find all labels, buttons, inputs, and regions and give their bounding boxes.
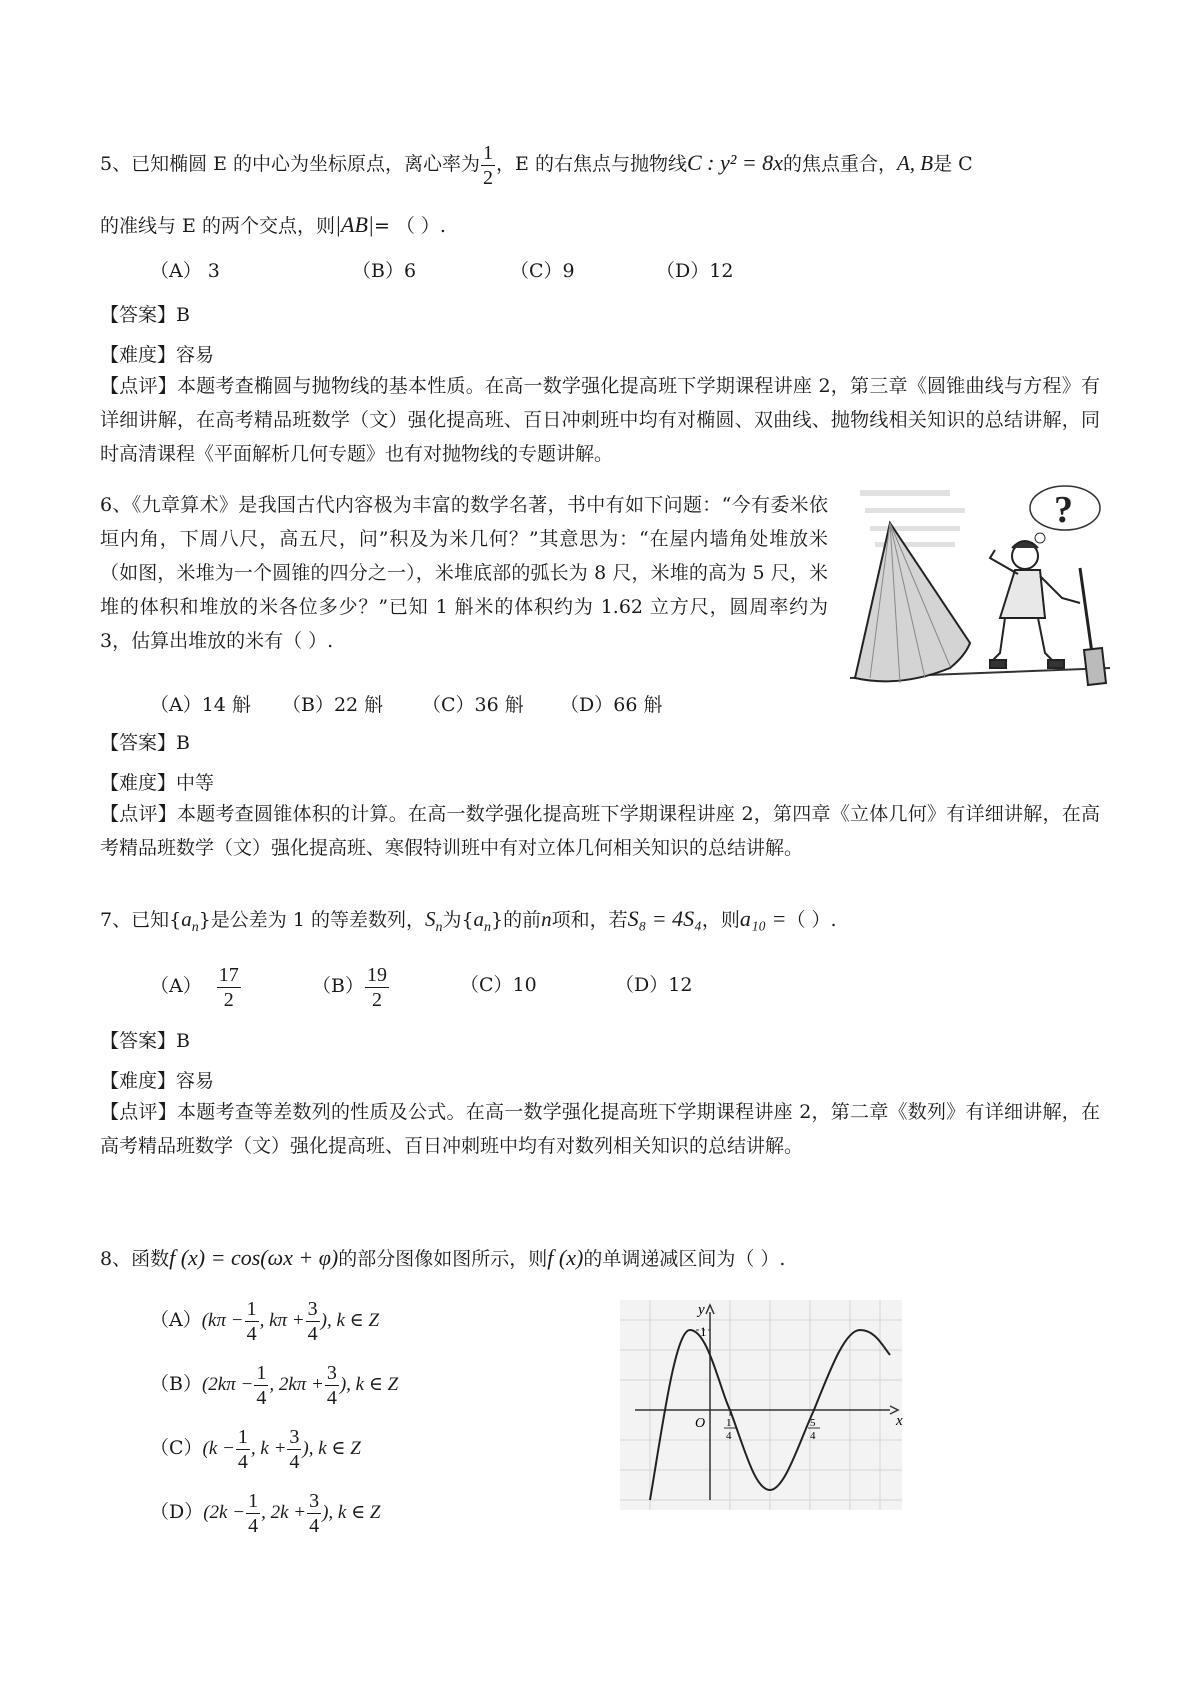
q6-option-a: （A）14 斛 xyxy=(150,694,251,716)
tick-five-quarter-den: 4 xyxy=(810,1430,816,1442)
q5-line1 xyxy=(100,138,973,188)
q5-text-pre: 5、已知椭圆 E 的中心为坐标原点，离心率为 xyxy=(100,153,481,175)
q5-line2 xyxy=(100,208,446,243)
y-axis-label: y xyxy=(698,1302,705,1318)
q8-function: f (x) = cos(ωx + φ) xyxy=(169,1245,339,1270)
q7-option-a: （A） $\frac{17}{2}$ xyxy=(150,963,239,1011)
q5-line2-pre: 的准线与 E 的两个交点，则 xyxy=(100,215,335,237)
q7-difficulty: 【难度】容易 xyxy=(100,1070,215,1092)
q7-answer: 【答案】B xyxy=(100,1030,190,1052)
q6-option-d: （D）66 斛 xyxy=(560,694,663,716)
q5-line2-post: = （ ）. xyxy=(373,215,446,237)
q8-option-c: （C）(k − $\frac{1}{4}$ , k + $\frac{3}{4}$ ), k ∈ Z xyxy=(150,1425,361,1473)
q8-stem: 8、函数f (x) = cos(ωx + φ)的部分图像如图所示，则f (x)的单调递减区间为（ ）. xyxy=(100,1245,786,1270)
q7-option-d: （D）12 xyxy=(615,974,693,996)
q5-text-post: 是 C xyxy=(933,153,973,175)
q5-difficulty: 【难度】容易 xyxy=(100,344,215,366)
q8-option-b: （B）(2kπ − $\frac{1}{4}$ , 2kπ + $\frac{3}{4}$ ), k ∈ Z xyxy=(150,1361,399,1409)
q5-parabola: C : y² = 8x xyxy=(686,150,783,175)
x-axis-label: x xyxy=(896,1413,903,1429)
q7-stem: 7、已知$\{a_n\}$是公差为 1 的等差数列，$S_n$为$\{a_n\}$的前n项和，若S₈ = 4S₄，则a₁₀ =（ ）. xyxy=(100,906,837,935)
q5-text-mid: ，E 的右焦点与抛物线 xyxy=(496,153,687,175)
tick-quarter-den: 4 xyxy=(726,1430,732,1442)
q6-option-b: （B）22 斛 xyxy=(282,694,384,716)
q5-answer: 【答案】B xyxy=(100,304,190,326)
q5-option-b: （B）6 xyxy=(352,260,417,282)
q7-target: a₁₀ = xyxy=(739,906,787,931)
q6-option-c: （C）36 斛 xyxy=(422,694,524,716)
tick-quarter-num: 1 xyxy=(726,1417,732,1429)
graph-background xyxy=(620,1300,902,1510)
q7-option-b: （B） $\frac{19}{2}$ xyxy=(312,963,387,1011)
q5-option-c: （C）9 xyxy=(510,260,575,282)
q5-comment: 【点评】本题考查椭圆与抛物线的基本性质。在高一数学强化提高班下学期课程讲座 2，第三章《圆锥曲线与方程》有详细讲解，在高考精品班数学（文）强化提高班、百日冲刺班中均有对椭圆、双曲线、抛物线相关知识的总结讲解，同时高清课程《平面解析几何专题》也有对抛物线的专题讲解。 xyxy=(100,375,1100,465)
q7-option-c: （C）10 xyxy=(460,974,537,996)
q5-abs-ab: |AB| xyxy=(334,212,374,237)
q6-comment: 【点评】本题考查圆锥体积的计算。在高一数学强化提高班下学期课程讲座 2，第四章《立体几何》有详细讲解，在高考精品班数学（文）强化提高班、寒假特训班中有对立体几何相关知识的总结讲解。 xyxy=(100,803,1100,859)
q5-eccentricity-fraction: $\frac{1}{2}$ xyxy=(483,141,494,189)
q5-option-d: （D）12 xyxy=(656,260,734,282)
q5-points: A, B xyxy=(896,151,934,175)
q7-condition: S₈ = 4S₄ xyxy=(627,906,702,931)
q6-difficulty: 【难度】中等 xyxy=(100,772,215,794)
q8-option-d: （D）(2k − $\frac{1}{4}$ , 2k + $\frac{3}{4}$ ), k ∈ Z xyxy=(150,1489,381,1537)
tick-five-quarter-num: 5 xyxy=(810,1417,816,1429)
question-mark: ? xyxy=(1054,489,1073,531)
q8-option-a: （A）(kπ − $\frac{1}{4}$ , kπ + $\frac{3}{4}$ ), k ∈ Z xyxy=(150,1297,380,1345)
q5-option-a: （A） 3 xyxy=(150,260,220,282)
y-tick-1: 1 xyxy=(700,1324,707,1339)
q6-answer: 【答案】B xyxy=(100,732,190,754)
q6-illustration xyxy=(840,478,1120,693)
q7-comment: 【点评】本题考查等差数列的性质及公式。在高一数学强化提高班下学期课程讲座 2，第二章《数列》有详细讲解，在高考精品班数学（文）强化提高班、百日冲刺班中均有对数列相关知识的总结讲解。 xyxy=(100,1101,1100,1157)
shovel-blade xyxy=(1084,648,1106,685)
q6-text: 6、《九章算术》是我国古代内容极为丰富的数学名著，书中有如下问题：“今有委米依垣内角，下周八尺，高五尺，问”积及为米几何？”其意思为：“在屋内墙角处堆放米（如图，米堆为一个圆锥的四分之一），米堆底部的弧长为 8 尺，米堆的高为 5 尺，米堆的体积和堆放的米各位多少？”已知 1 斛米的体积约为 1.62 立方尺，圆周率约为 3，估算出堆放的米有（ ）. xyxy=(100,494,828,652)
q5-text-mid2: 的焦点重合， xyxy=(782,153,897,175)
q8-cosine-graph xyxy=(620,1300,902,1510)
origin-label: O xyxy=(695,1416,706,1431)
